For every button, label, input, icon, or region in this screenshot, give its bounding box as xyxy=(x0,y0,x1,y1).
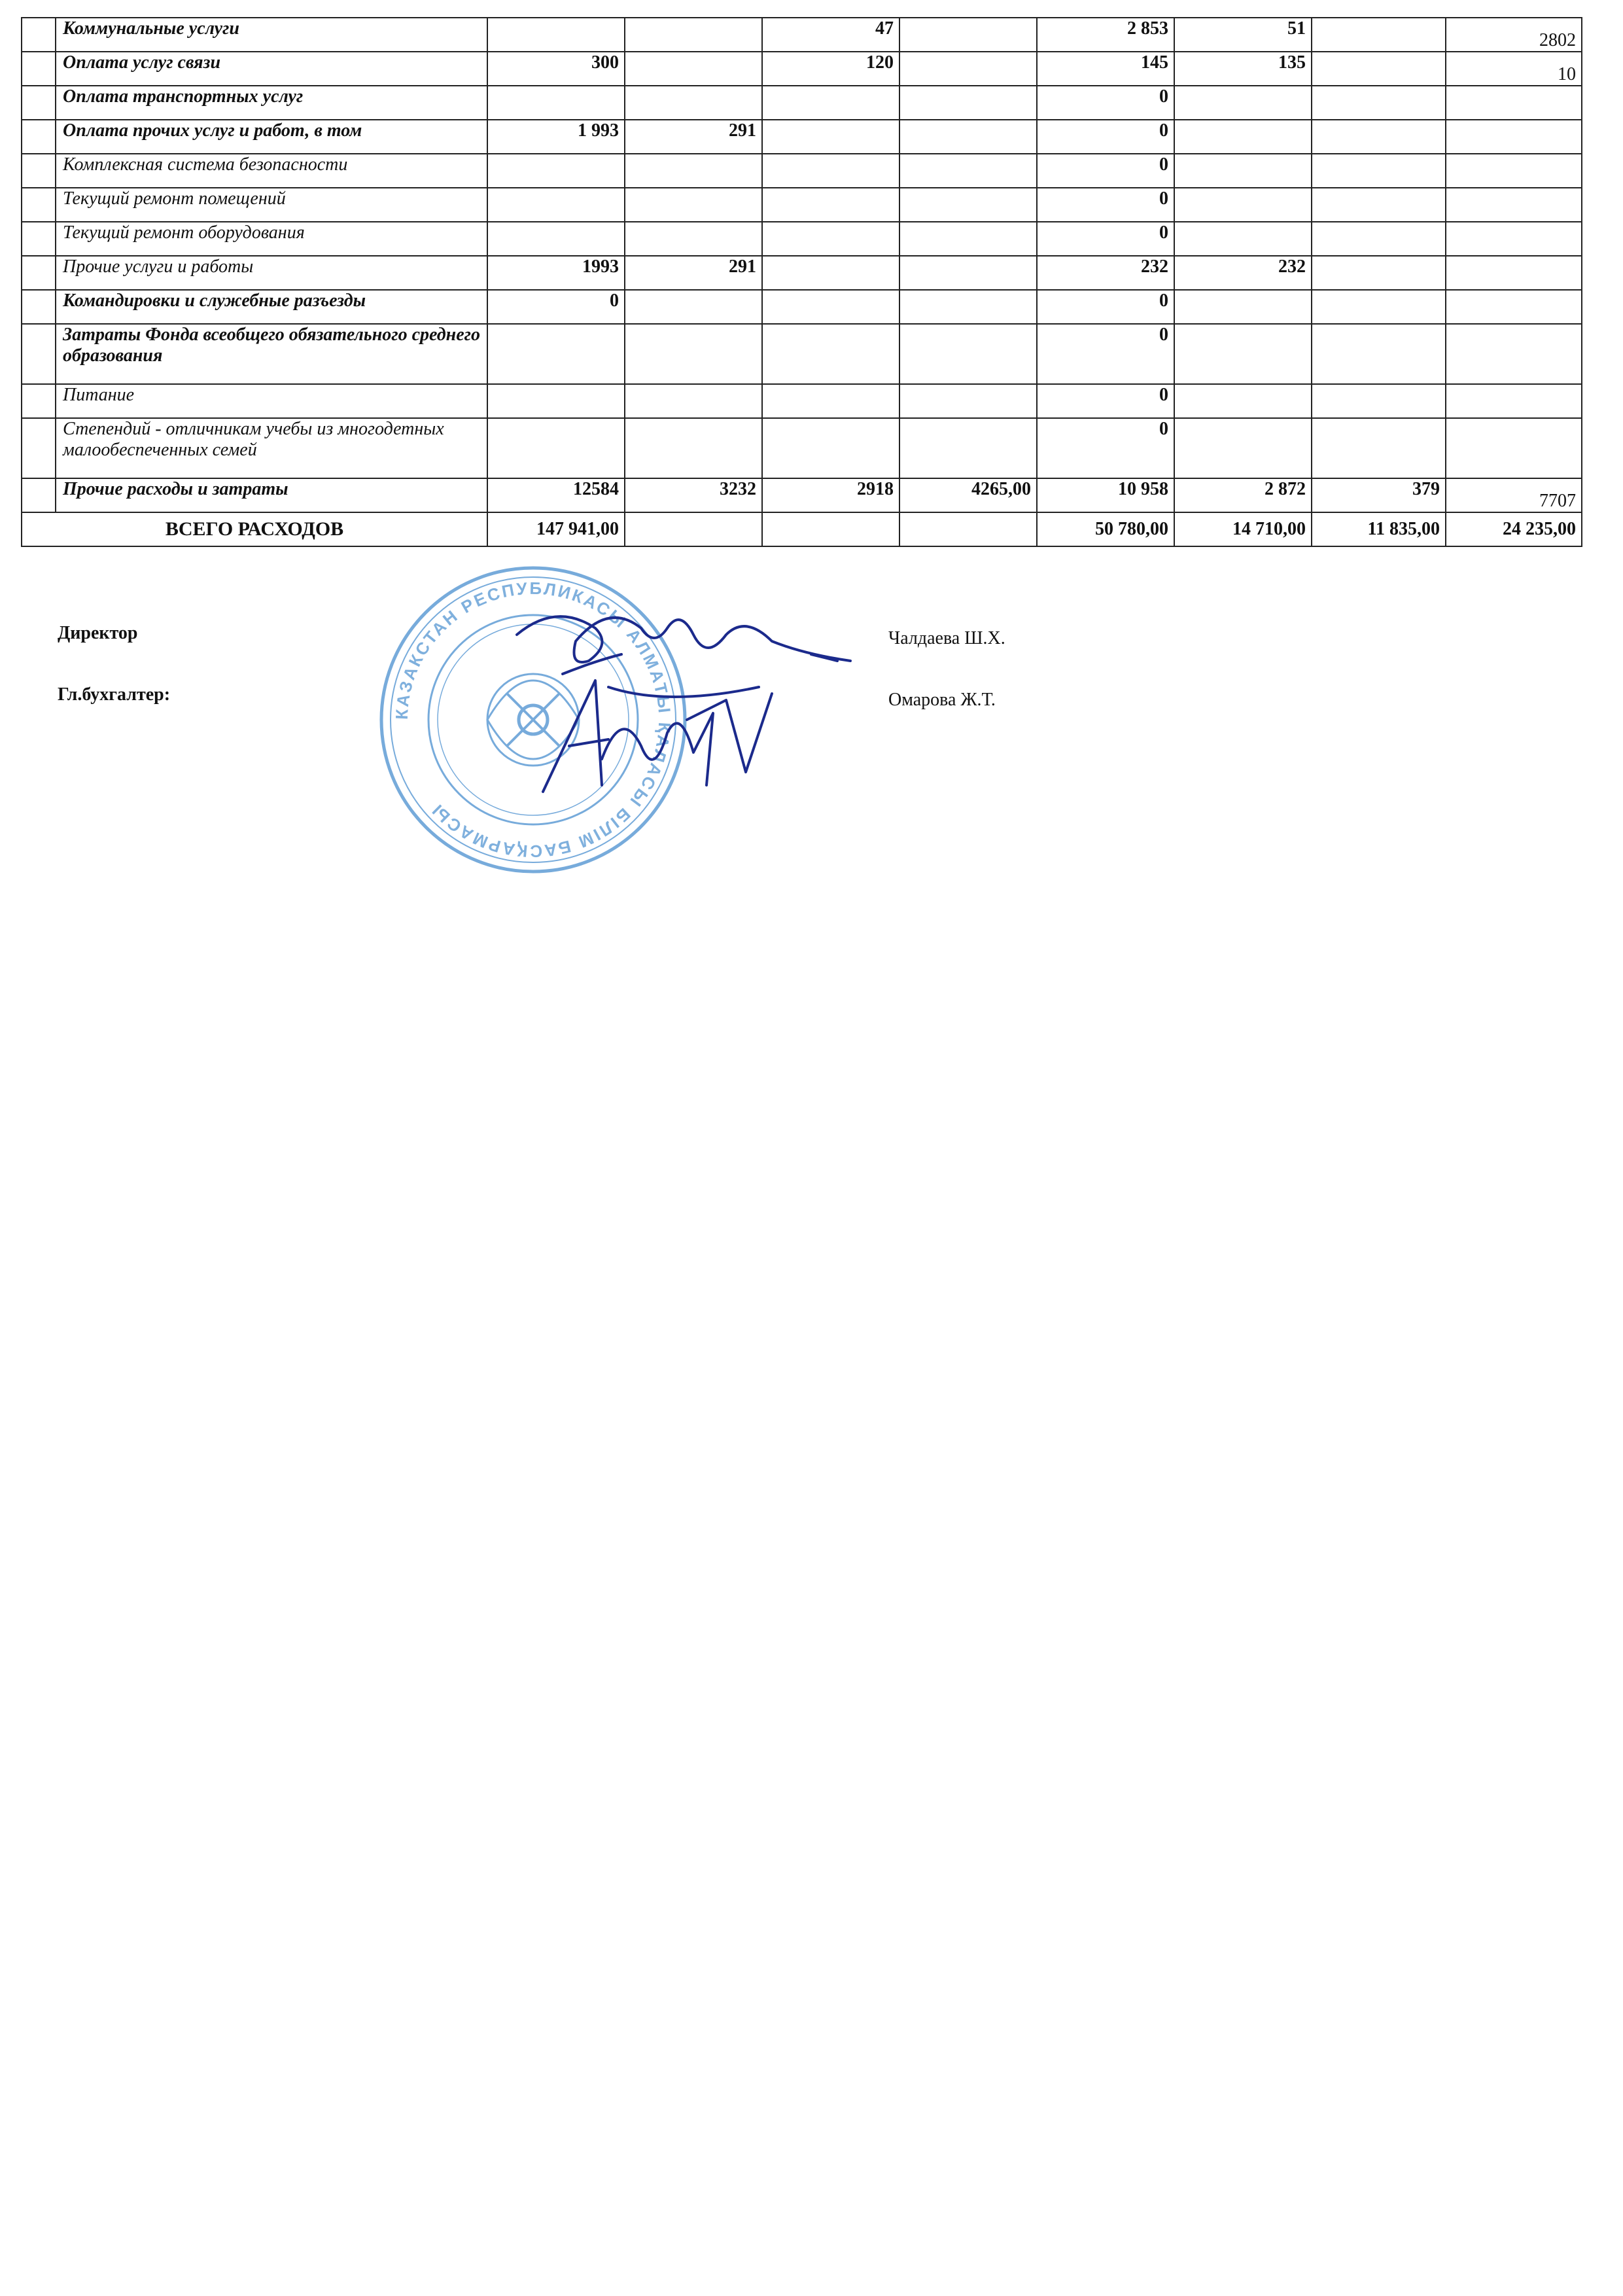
total-value-cell: 11 835,00 xyxy=(1312,512,1446,546)
value-cell xyxy=(487,188,625,222)
value-cell xyxy=(762,256,899,290)
row-index-cell xyxy=(22,324,56,384)
value-cell xyxy=(1446,418,1582,478)
value-cell: 232 xyxy=(1037,256,1174,290)
value-cell xyxy=(1446,324,1582,384)
value-cell xyxy=(487,154,625,188)
value-cell xyxy=(1312,52,1446,86)
row-label: Прочие услуги и работы xyxy=(56,256,487,290)
value-cell: 0 xyxy=(1037,222,1174,256)
value-cell: 2 853 xyxy=(1037,18,1174,52)
value-cell: 135 xyxy=(1174,52,1312,86)
value-cell: 291 xyxy=(625,256,762,290)
value-cell: 300 xyxy=(487,52,625,86)
row-index-cell xyxy=(22,384,56,418)
value-cell xyxy=(899,290,1037,324)
total-value-cell xyxy=(625,512,762,546)
value-cell xyxy=(899,154,1037,188)
total-value-cell: 147 941,00 xyxy=(487,512,625,546)
value-cell xyxy=(1312,222,1446,256)
value-cell: 4265,00 xyxy=(899,478,1037,512)
table-row xyxy=(22,86,1582,120)
value-cell: 2918 xyxy=(762,478,899,512)
row-label: Коммунальные услуги xyxy=(56,18,487,52)
value-cell xyxy=(899,120,1037,154)
value-cell xyxy=(625,86,762,120)
table-body xyxy=(22,18,1582,546)
row-index-cell xyxy=(22,222,56,256)
row-label: Питание xyxy=(56,384,487,418)
value-cell xyxy=(625,418,762,478)
value-cell xyxy=(1174,222,1312,256)
value-cell xyxy=(1446,256,1582,290)
row-label: Командировки и служебные разъезды xyxy=(56,290,487,324)
value-cell: 51 xyxy=(1174,18,1312,52)
table-row xyxy=(22,52,1582,86)
table-row xyxy=(22,154,1582,188)
value-cell xyxy=(1312,290,1446,324)
value-cell xyxy=(487,384,625,418)
value-cell xyxy=(899,418,1037,478)
row-label: Оплата услуг связи xyxy=(56,52,487,86)
value-cell xyxy=(625,290,762,324)
total-value-cell: 14 710,00 xyxy=(1174,512,1312,546)
stamp-text: КАЗАКСТАН РЕСПУБЛИКАСЫ АЛМАТЫ ҚАЛАСЫ БІЛІМ БАСҚАРМАСЫ xyxy=(391,578,675,862)
total-row xyxy=(22,512,1582,546)
value-cell xyxy=(899,188,1037,222)
value-cell: 0 xyxy=(1037,384,1174,418)
row-label: Степендий - отличникам учебы из многодетных малообеспеченных семей xyxy=(56,418,487,478)
director-label: Директор xyxy=(58,623,138,643)
row-index-cell xyxy=(22,188,56,222)
value-cell xyxy=(1312,18,1446,52)
value-cell xyxy=(899,256,1037,290)
table-row xyxy=(22,290,1582,324)
value-cell xyxy=(1312,418,1446,478)
value-cell xyxy=(1312,120,1446,154)
value-cell xyxy=(1312,188,1446,222)
director-name: Чалдаева Ш.Х. xyxy=(888,628,1005,648)
row-index-cell xyxy=(22,418,56,478)
value-cell xyxy=(1312,154,1446,188)
value-cell: 232 xyxy=(1174,256,1312,290)
table-row xyxy=(22,18,1582,52)
total-value-cell xyxy=(899,512,1037,546)
value-cell xyxy=(762,154,899,188)
value-cell: 1993 xyxy=(487,256,625,290)
value-cell xyxy=(1174,384,1312,418)
total-value-cell: 50 780,00 xyxy=(1037,512,1174,546)
value-cell: 0 xyxy=(1037,188,1174,222)
value-cell xyxy=(899,18,1037,52)
value-cell xyxy=(1174,120,1312,154)
table-row xyxy=(22,188,1582,222)
value-cell: 2 872 xyxy=(1174,478,1312,512)
row-index-cell xyxy=(22,120,56,154)
total-value-cell: 24 235,00 xyxy=(1446,512,1582,546)
value-cell xyxy=(899,52,1037,86)
value-cell xyxy=(1446,120,1582,154)
value-cell: 379 xyxy=(1312,478,1446,512)
value-cell: 0 xyxy=(1037,86,1174,120)
table-row xyxy=(22,222,1582,256)
row-label: Оплата транспортных услуг xyxy=(56,86,487,120)
row-label: Оплата прочих услуг и работ, в том xyxy=(56,120,487,154)
value-cell xyxy=(899,324,1037,384)
table-row xyxy=(22,384,1582,418)
row-index-cell xyxy=(22,478,56,512)
value-cell xyxy=(1174,86,1312,120)
table-row xyxy=(22,478,1582,512)
value-cell xyxy=(1312,324,1446,384)
value-cell: 0 xyxy=(487,290,625,324)
value-cell xyxy=(762,324,899,384)
row-index-cell xyxy=(22,52,56,86)
value-cell xyxy=(625,52,762,86)
value-cell xyxy=(487,222,625,256)
value-cell xyxy=(762,384,899,418)
value-cell xyxy=(1312,384,1446,418)
value-cell xyxy=(1174,324,1312,384)
value-cell xyxy=(762,222,899,256)
row-label: Затраты Фонда всеобщего обязательного среднего образования xyxy=(56,324,487,384)
value-cell xyxy=(762,290,899,324)
row-index-cell xyxy=(22,18,56,52)
value-cell xyxy=(487,86,625,120)
row-label: Прочие расходы и затраты xyxy=(56,478,487,512)
value-cell: 10 xyxy=(1446,52,1582,86)
value-cell xyxy=(625,188,762,222)
value-cell xyxy=(1446,384,1582,418)
value-cell xyxy=(625,18,762,52)
value-cell xyxy=(1312,256,1446,290)
value-cell: 0 xyxy=(1037,290,1174,324)
value-cell xyxy=(1446,290,1582,324)
value-cell: 47 xyxy=(762,18,899,52)
table-row xyxy=(22,324,1582,384)
accountant-name: Омарова Ж.Т. xyxy=(888,690,996,710)
value-cell xyxy=(1312,86,1446,120)
value-cell xyxy=(1174,188,1312,222)
table-row xyxy=(22,256,1582,290)
table-row xyxy=(22,120,1582,154)
value-cell xyxy=(762,86,899,120)
total-value-cell xyxy=(762,512,899,546)
value-cell xyxy=(899,384,1037,418)
accountant-label: Гл.бухгалтер: xyxy=(58,684,171,705)
value-cell xyxy=(762,418,899,478)
value-cell xyxy=(625,324,762,384)
value-cell: 0 xyxy=(1037,418,1174,478)
row-index-cell xyxy=(22,290,56,324)
value-cell xyxy=(487,418,625,478)
row-label: Текущий ремонт помещений xyxy=(56,188,487,222)
value-cell xyxy=(762,120,899,154)
value-cell: 145 xyxy=(1037,52,1174,86)
value-cell: 120 xyxy=(762,52,899,86)
value-cell: 0 xyxy=(1037,324,1174,384)
value-cell xyxy=(1446,86,1582,120)
expense-table xyxy=(21,17,1582,547)
value-cell xyxy=(1446,154,1582,188)
value-cell: 7707 xyxy=(1446,478,1582,512)
value-cell xyxy=(1174,290,1312,324)
value-cell: 0 xyxy=(1037,120,1174,154)
value-cell xyxy=(1174,418,1312,478)
row-index-cell xyxy=(22,86,56,120)
handwritten-signatures xyxy=(497,589,864,811)
value-cell: 1 993 xyxy=(487,120,625,154)
value-cell xyxy=(487,324,625,384)
value-cell xyxy=(625,154,762,188)
value-cell xyxy=(625,222,762,256)
value-cell xyxy=(899,86,1037,120)
value-cell xyxy=(1446,222,1582,256)
table-row xyxy=(22,418,1582,478)
value-cell xyxy=(625,384,762,418)
value-cell xyxy=(899,222,1037,256)
value-cell xyxy=(1174,154,1312,188)
value-cell xyxy=(762,188,899,222)
row-label: Текущий ремонт оборудования xyxy=(56,222,487,256)
value-cell: 12584 xyxy=(487,478,625,512)
value-cell: 10 958 xyxy=(1037,478,1174,512)
value-cell: 291 xyxy=(625,120,762,154)
value-cell xyxy=(487,18,625,52)
value-cell: 0 xyxy=(1037,154,1174,188)
row-index-cell xyxy=(22,154,56,188)
row-index-cell xyxy=(22,256,56,290)
value-cell: 2802 xyxy=(1446,18,1582,52)
total-label: ВСЕГО РАСХОДОВ xyxy=(22,512,487,546)
value-cell: 3232 xyxy=(625,478,762,512)
row-label: Комплексная система безопасности xyxy=(56,154,487,188)
value-cell xyxy=(1446,188,1582,222)
